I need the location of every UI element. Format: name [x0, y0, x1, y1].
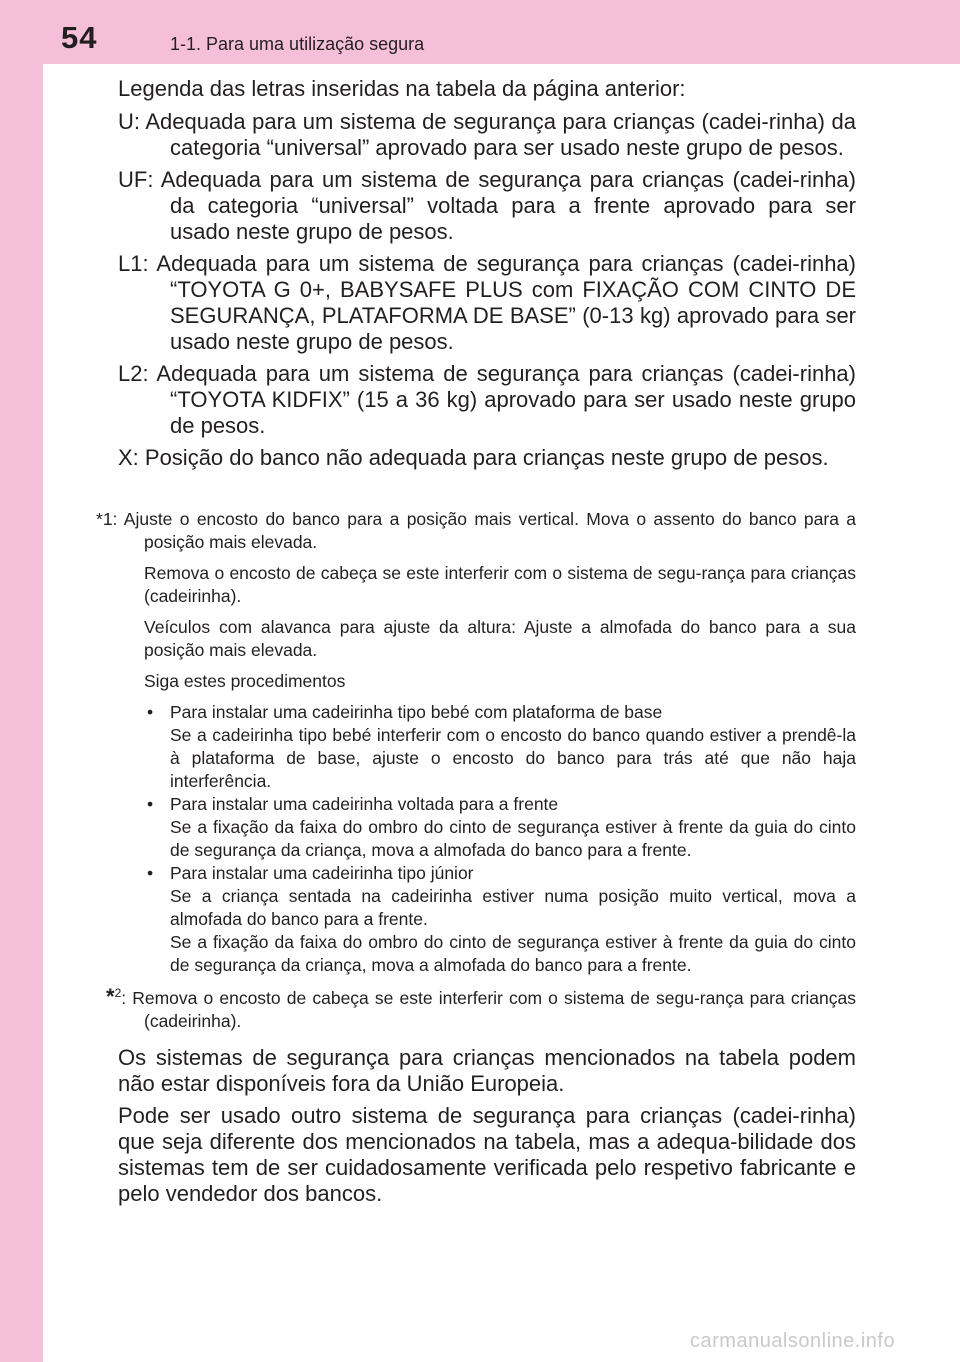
procedure-heading: Para instalar uma cadeirinha voltada para a frente	[170, 794, 559, 814]
footnote-2-marker: *	[106, 984, 115, 1009]
footnote-1-text: : Ajuste o encosto do banco para a posição mais vertical. Mova o assento do banco para a posição mais elevada.	[112, 509, 856, 552]
footnote-2-text: : Remova o encosto de cabeça se este interferir com o sistema de segu-rança para crianças (cadeirinha).	[121, 988, 856, 1031]
procedure-item	[144, 862, 856, 977]
legend-section	[118, 76, 856, 477]
procedure-text: Se a criança sentada na cadeirinha estiver numa posição muito vertical, mova a almofada do banco para a frente.	[170, 886, 856, 929]
procedure-text: Se a cadeirinha tipo bebé interferir com o encosto do banco quando estiver a prendê-la à plataforma de base, ajuste o encosto do banco para trás até que não haja interferência.	[170, 725, 856, 791]
footnotes	[96, 508, 856, 1213]
footnote-2	[96, 985, 856, 1033]
footnote-1	[96, 508, 856, 554]
footnote-1-marker: *	[96, 509, 103, 529]
procedure-item	[144, 793, 856, 862]
margin-color-band	[0, 0, 43, 1362]
bullet-icon: •	[147, 794, 154, 814]
footnote-1-paragraph: Remova o encosto de cabeça se este interferir com o sistema de segu-rança para crianças (cadeirinha).	[144, 563, 856, 606]
procedure-text: Se a fixação da faixa do ombro do cinto de segurança estiver à frente da guia do cinto de segurança da criança, mova a almofada do banco para a frente.	[170, 817, 856, 860]
closing-paragraph: Pode ser usado outro sistema de segurança para crianças (cadei-rinha) que seja diferente dos mencionados na tabela, mas a adequa-bilidade dos sistemas tem de ser cuidadosamente verificada pelo respetivo fabricante e pelo vendedor dos bancos.	[118, 1103, 856, 1206]
section-title: 1-1. Para uma utilização segura	[170, 34, 425, 54]
footnote-1-paragraph: Veículos com alavanca para ajuste da altura: Ajuste a almofada do banco para a sua posição mais elevada.	[144, 617, 856, 660]
procedure-heading: Para instalar uma cadeirinha tipo júnior	[170, 863, 474, 883]
header-color-band	[0, 0, 960, 64]
bullet-icon: •	[147, 863, 154, 883]
legend-item-uf: UF: Adequada para um sistema de segurança para crianças (cadei-rinha) da categoria “universal” voltada para a frente aprovado para ser usado neste grupo de pesos.	[118, 167, 856, 244]
legend-title: Legenda das letras inseridas na tabela da página anterior:	[118, 76, 686, 101]
bullet-icon: •	[147, 702, 154, 722]
procedure-list	[144, 701, 856, 977]
closing-notes	[96, 1045, 856, 1207]
watermark-text: carmanualsonline.info	[690, 1330, 896, 1352]
footnote-1-number: 1	[102, 509, 113, 529]
procedure-heading: Para instalar uma cadeirinha tipo bebé com plataforma de base	[170, 702, 663, 722]
legend-item-l1: L1: Adequada para um sistema de segurança para crianças (cadei-rinha) “TOYOTA G 0+, BABYSAFE PLUS com FIXAÇÃO COM CINTO DE SEGURANÇA, PLATAFORMA DE BASE” (0-13 kg) aprovado para ser usado neste grupo de pesos.	[118, 251, 856, 354]
closing-paragraph: Os sistemas de segurança para crianças mencionados na tabela podem não estar disponíveis fora da União Europeia.	[118, 1045, 856, 1096]
legend-item-u: U: Adequada para um sistema de segurança para crianças (cadei-rinha) da categoria “universal” aprovado para ser usado neste grupo de pesos.	[118, 109, 856, 160]
page-number: 54	[61, 20, 98, 55]
footnote-2-number: 2	[114, 986, 122, 1001]
footnote-1-paragraph: Siga estes procedimentos	[144, 671, 346, 691]
legend-item-l2: L2: Adequada para um sistema de segurança para crianças (cadei-rinha) “TOYOTA KIDFIX” (15 a 36 kg) aprovado para ser usado neste grupo de pesos.	[118, 361, 856, 438]
procedure-text: Se a fixação da faixa do ombro do cinto de segurança estiver à frente da guia do cinto de segurança da criança, mova a almofada do banco para a frente.	[170, 932, 856, 975]
procedure-item	[144, 701, 856, 793]
legend-item-x: X: Posição do banco não adequada para crianças neste grupo de pesos.	[118, 445, 829, 470]
